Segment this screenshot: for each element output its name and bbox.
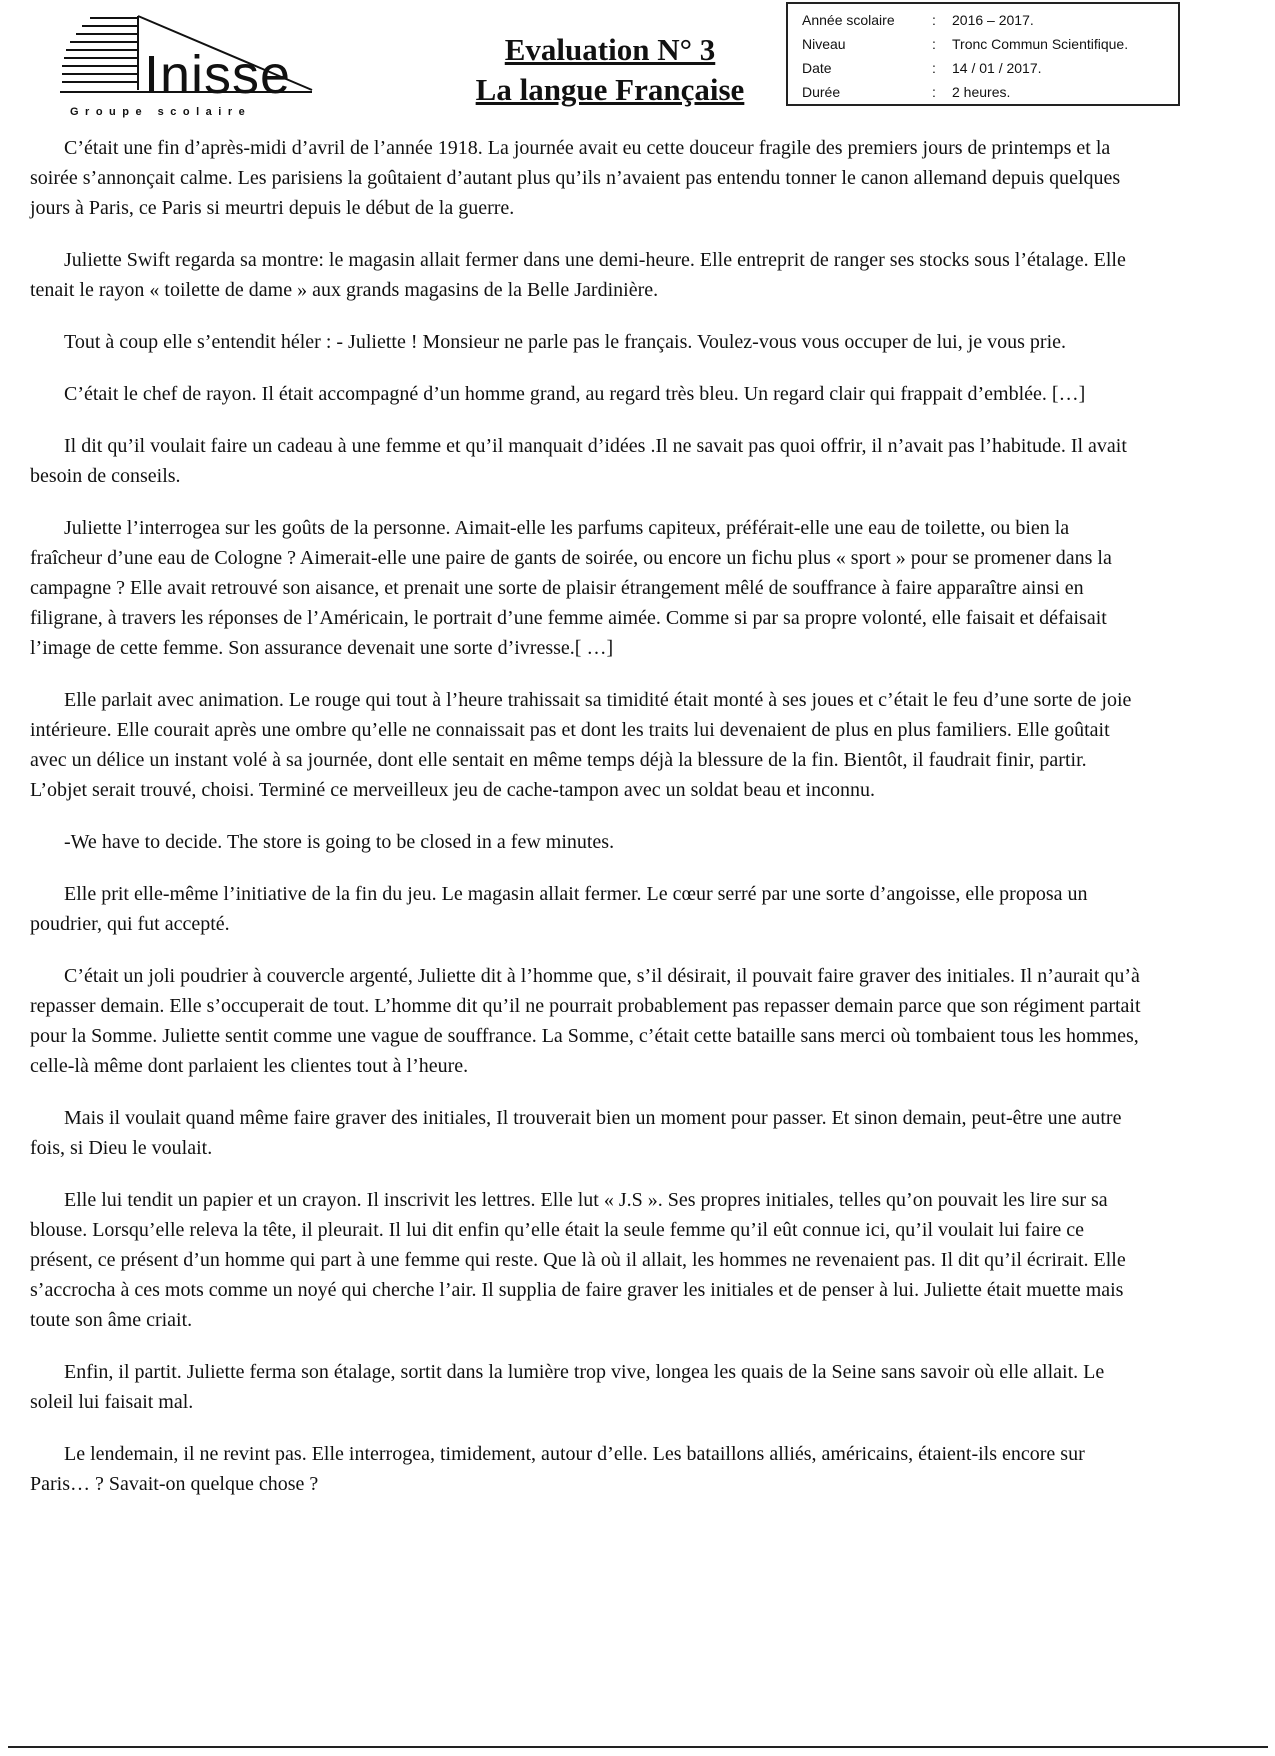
paragraph-7: Elle parlait avec animation. Le rouge qui tout à l’heure trahissait sa timidité était monté à ses joues et c’était le feu d’une sorte de joie intérieure. Elle courait après une ombre qu’elle ne connaissait pas et dont les traits lui devenaient de plus en plus familiers. Elle goûtait avec un délice un instant volé à sa journée, dont elle sentait en même temps déjà la blessure de la fin. Bientôt, il faudrait finir, partir. L’objet serait trouvé, choisi. Terminé ce merveilleux jeu de cache-tampon avec un soldat beau et inconnu. [30,689,1132,801]
paragraph-12: Elle lui tendit un papier et un crayon. Il inscrivit les lettres. Elle lut « J.S ». Ses propres initiales, telles qu’on pouvait les lire sur sa blouse. Lorsqu’elle releva la tête, il pleurait. Il lui dit enfin qu’elle était la seule femme qu’il eût connue ici, qu’il voulait lui faire ce présent, ce présent d’un homme qui part à une femme qui reste. Que là où il allait, les hommes ne revenaient pas. Il dit qu’il écrirait. Elle s’accrocha à ces mots comme un noyé qui cherche l’air. Il supplia de faire graver les initiales et de penser à lui. Juliette était muette mais toute son âme criait. [30,1189,1126,1331]
paragraph-2: Juliette Swift regarda sa montre: le magasin allait fermer dans une demi-heure. Elle entreprit de ranger ses stocks sous l’étalage. Elle tenait le rayon « toilette de dame » aux grands magasins de la Belle Jardinière. [30,249,1126,301]
exam-title-line-1: Evaluation N° 3 [504,32,716,67]
exam-title [440,30,780,110]
exam-info-box [786,2,1180,106]
paragraph-14: Le lendemain, il ne revint pas. Elle interrogea, timidement, autour d’elle. Les bataillons alliés, américains, étaient-ils encore sur Paris… ? Savait-on quelque chose ? [30,1443,1085,1495]
paragraph-8: -We have to decide. The store is going to be closed in a few minutes. [64,831,615,853]
paragraph-4: C’était le chef de rayon. Il était accompagné d’un homme grand, au regard très bleu. Un regard clair qui frappait d’emblée. […] [64,383,1086,405]
paragraph-11: Mais il voulait quand même faire graver des initiales, Il trouverait bien un moment pour passer. Et sinon demain, peut-être une autre fois, si Dieu le voulait. [30,1107,1122,1159]
paragraph-1: C’était une fin d’après-midi d’avril de l’année 1918. La journée avait eu cette douceur fragile des premiers jours de printemps et la soirée s’annonçait calme. Les parisiens la goûtaient d’autant plus qu’ils n’avaient pas entendu tonner le canon allemand depuis quelques jours à Paris, ce Paris si meurtri depuis le début de la guerre. [30,137,1121,219]
school-logo [60,14,360,118]
paragraph-10: C’était un joli poudrier à couvercle argenté, Juliette dit à l’homme que, s’il désirait, il pouvait faire graver des initiales. Il n’aurait qu’à repasser demain. Elle s’occuperait de tout. L’homme dit qu’il ne pourrait probablement pas repasser demain parce que son régiment partait pour la Somme. Juliette sentit comme une vague de souffrance. La Somme, c’était cette bataille sans merci où tombaient tous les hommes, celle-là même dont parlaient les clientes tout à l’heure. [30,965,1141,1077]
logo-name: Inisse [144,45,292,105]
paragraph-3: Tout à coup elle s’entendit héler : - Juliette ! Monsieur ne parle pas le français. Voulez-vous vous occuper de lui, je vous prie. [64,331,1067,353]
info-row-level: Niveau : Tronc Commun Scientifique. [802,36,1129,52]
logo-subtitle: Groupe scolaire [70,106,252,118]
exam-title-line-2: La langue Française [475,72,745,107]
info-row-school-year: Année scolaire : 2016 – 2017. [802,12,1034,28]
paragraph-13: Enfin, il partit. Juliette ferma son étalage, sortit dans la lumière trop vive, longea les quais de la Seine sans savoir où elle allait. Le soleil lui faisait mal. [30,1361,1105,1413]
bottom-divider [8,1746,1268,1748]
reading-text [30,133,1142,1521]
info-row-date: Date : 14 / 01 / 2017. [802,60,1042,76]
info-row-duration: Durée : 2 heures. [802,84,1011,100]
paragraph-5: Il dit qu’il voulait faire un cadeau à une femme et qu’il manquait d’idées .Il ne savait pas quoi offrir, il n’avait pas l’habitude. Il avait besoin de conseils. [30,435,1127,487]
paragraph-6: Juliette l’interrogea sur les goûts de la personne. Aimait-elle les parfums capiteux, préférait-elle une eau de toilette, ou bien la fraîcheur d’une eau de Cologne ? Aimerait-elle une paire de gants de soirée, ou encore un fichu plus « sport » pour se promener dans la campagne ? Elle avait retrouvé son aisance, et prenait une sorte de plaisir étrangement mêlé de souffrance à faire apparaître ainsi en filigrane, à travers les réponses de l’Américain, le portrait d’une femme aimée. Comme si par sa propre volonté, elle faisait et défaisait l’image de cette femme. Son assurance devenait une sorte d’ivresse.[ …] [30,517,1112,659]
paragraph-9: Elle prit elle-même l’initiative de la fin du jeu. Le magasin allait fermer. Le cœur serré par une sorte d’angoisse, elle proposa un poudrier, qui fut accepté. [30,883,1088,935]
